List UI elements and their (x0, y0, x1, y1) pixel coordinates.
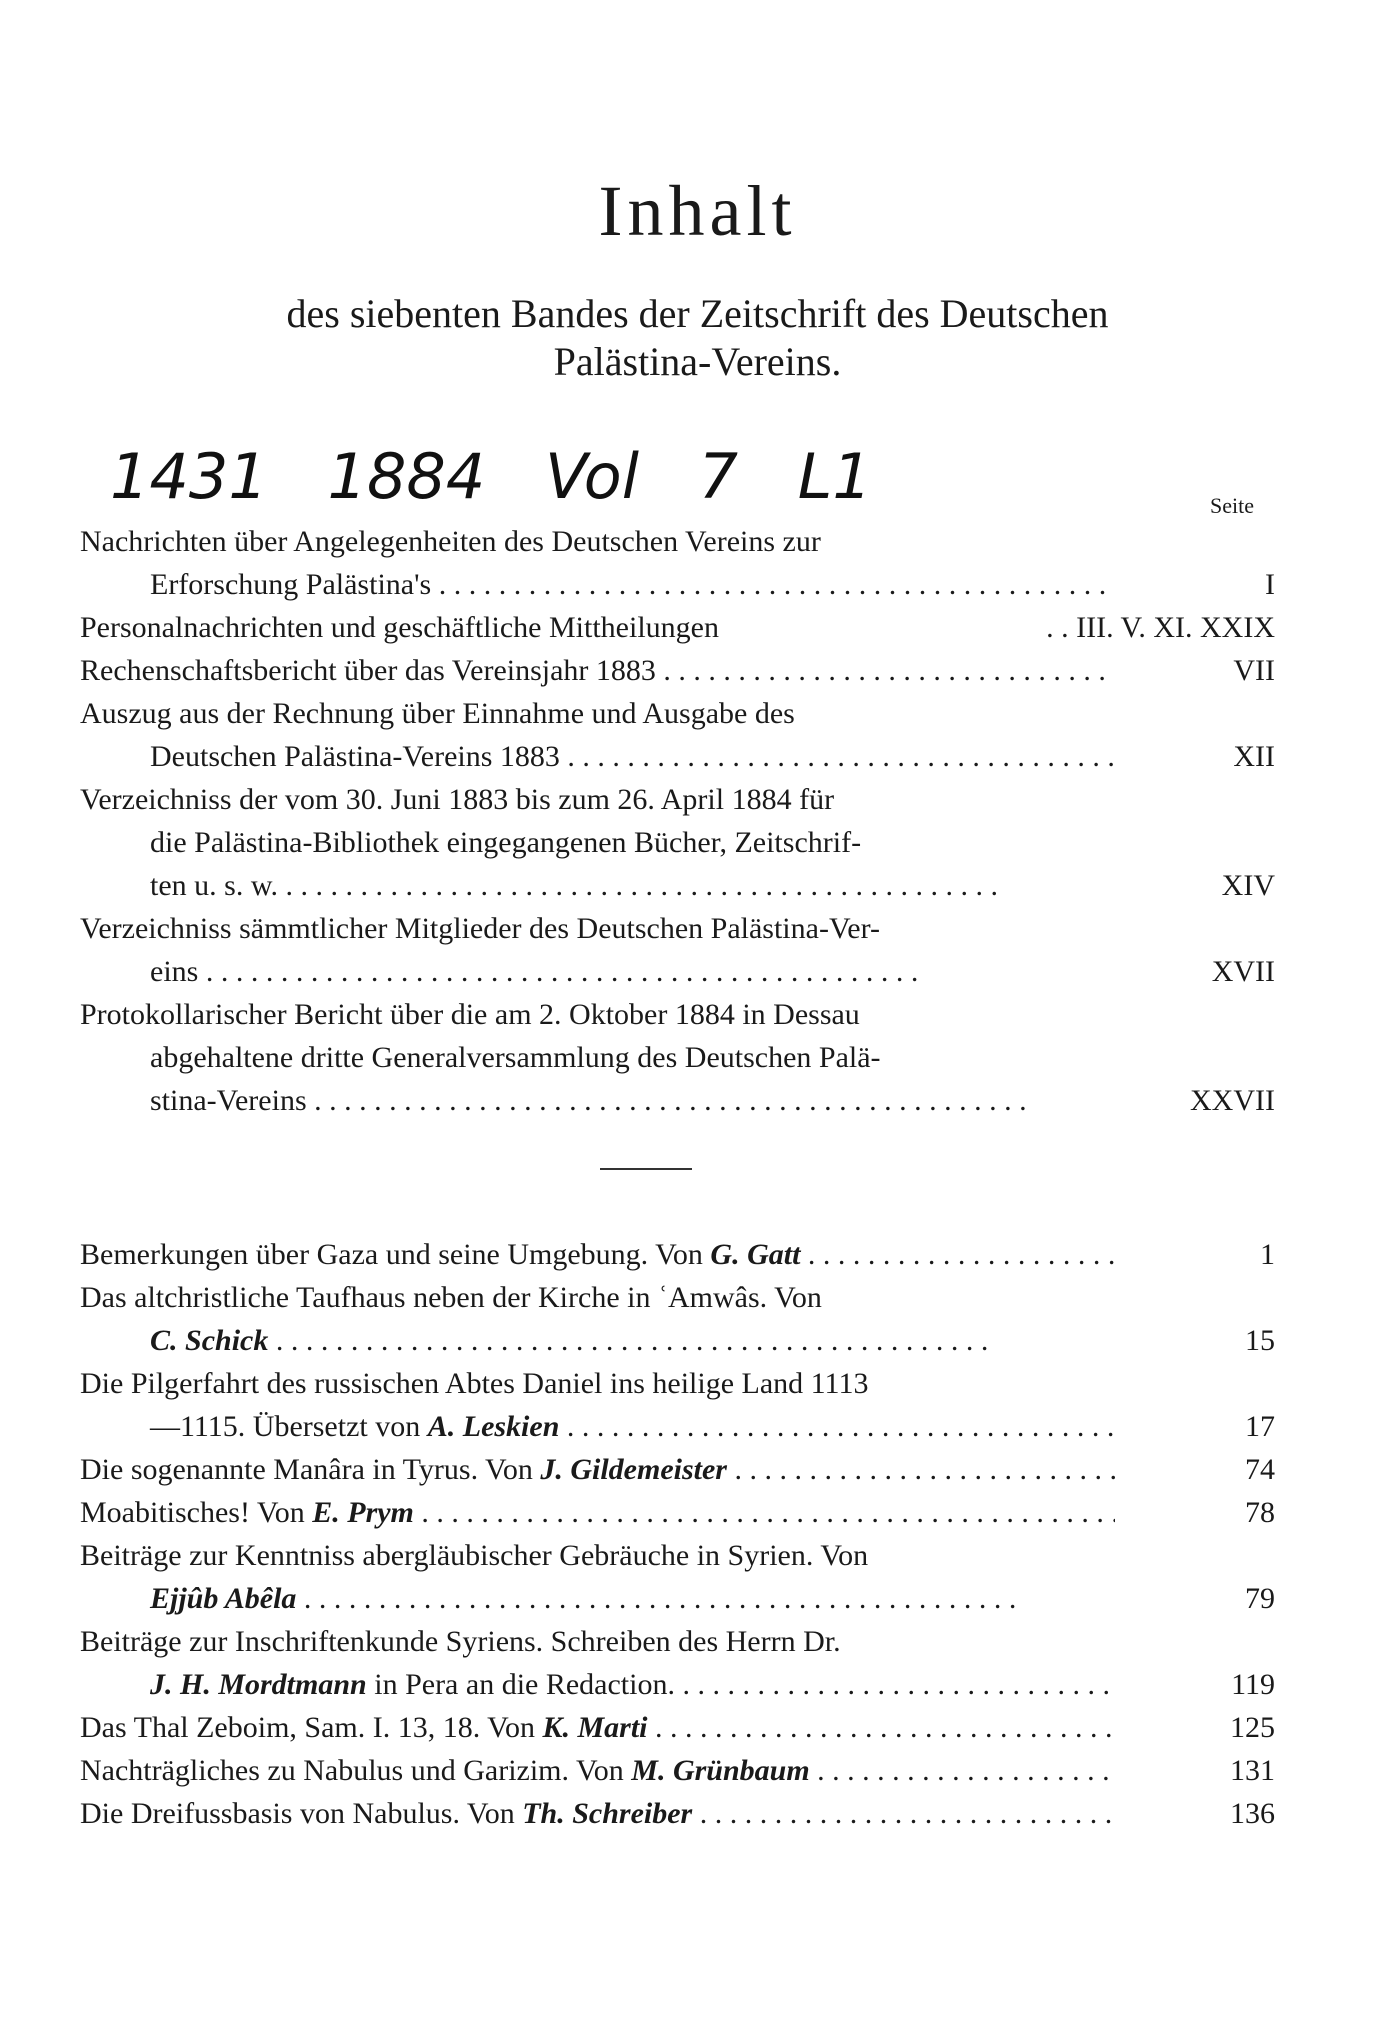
toc-page-number: XII (1115, 735, 1275, 778)
toc-entry (80, 606, 1275, 649)
toc-section-articles (80, 1233, 1275, 1835)
toc-entry (80, 692, 1275, 778)
section-divider (600, 1168, 692, 1170)
toc-page-number: I (1115, 563, 1275, 606)
toc-entry-line: Verzeichniss der vom 30. Juni 1883 bis zum 26. April 1884 für (80, 783, 835, 816)
toc-entry-line (80, 1319, 1275, 1362)
toc-entry (80, 1534, 1275, 1620)
toc-entry-line: Nachrichten über Angelegenheiten des Deutschen Vereins zur (80, 525, 821, 558)
article-title: Beiträge zur Kenntniss abergläubischer Gebräuche in Syrien. Von (80, 1539, 869, 1572)
article-title-continued: —1115. Übersetzt von (150, 1410, 421, 1443)
toc-entry-line (80, 1792, 1275, 1835)
article-title: Beiträge zur Inschriftenkunde Syriens. Schreiben des Herrn Dr. (80, 1625, 841, 1658)
toc-entry (80, 1620, 1275, 1706)
toc-entry (80, 1706, 1275, 1749)
toc-page-number: XIV (1115, 864, 1275, 907)
toc-entry (80, 1491, 1275, 1534)
toc-entry (80, 1276, 1275, 1362)
toc-entry (80, 1749, 1275, 1792)
article-author: Th. Schreiber (522, 1797, 693, 1830)
toc-entry-line: Protokollarischer Bericht über die am 2. Oktober 1884 in Dessau (80, 998, 860, 1031)
toc-page-number: 79 (1115, 1577, 1275, 1620)
toc-page-number: 15 (1115, 1319, 1275, 1362)
page-column-label: Seite (1210, 493, 1254, 518)
article-author: M. Grünbaum (631, 1754, 810, 1787)
article-author: J. Gildemeister (540, 1453, 727, 1486)
article-author: J. H. Mordtmann (150, 1668, 367, 1701)
toc-page-number: 136 (1115, 1792, 1275, 1835)
article-author: K. Marti (542, 1711, 648, 1744)
toc-entry-line (80, 1706, 1275, 1749)
article-title: Das altchristliche Taufhaus neben der Kirche in ʿAmwâs. Von (80, 1281, 822, 1314)
article-title: Die Dreifussbasis von Nabulus. Von (80, 1797, 515, 1830)
toc-entry-line: Erforschung Palästina's . . . (80, 563, 1275, 606)
toc-entry (80, 520, 1275, 606)
toc-entry-line (80, 1491, 1275, 1534)
article-author: A. Leskien (427, 1410, 560, 1443)
toc-page-number: XXVII (1115, 1079, 1275, 1122)
toc-page-number: 78 (1115, 1491, 1275, 1534)
page-title: Inhalt (598, 171, 797, 251)
article-author: C. Schick (150, 1324, 269, 1357)
article-author: Ejjûb Abêla (150, 1582, 297, 1615)
toc-page-number: 1 (1115, 1233, 1275, 1276)
toc-entry-line (80, 1577, 1275, 1620)
toc-page-number: 17 (1115, 1405, 1275, 1448)
toc-entry-line: Rechenschaftsbericht über das Vereinsjahr 1883 . . . (80, 649, 1275, 692)
article-title: Nachträgliches zu Nabulus und Garizim. Von (80, 1754, 624, 1787)
article-title: Die Pilgerfahrt des russischen Abtes Daniel ins heilige Land 1113 (80, 1367, 869, 1400)
toc-page-number: VII (1115, 649, 1275, 692)
toc-entry (80, 1233, 1275, 1276)
article-author: G. Gatt (710, 1238, 801, 1271)
subtitle-line-2: Palästina-Vereins. (553, 339, 842, 384)
toc-entry (80, 993, 1275, 1122)
toc-entry-line (80, 1405, 1275, 1448)
toc-page-number: XVII (1115, 950, 1275, 993)
article-title: Das Thal Zeboim, Sam. I. 13, 18. Von (80, 1711, 535, 1744)
handwritten-call-number: 1431 1884 Vol 7 L1 (110, 440, 872, 513)
toc-entry-line (80, 1448, 1275, 1491)
toc-entry-line (80, 1663, 1275, 1706)
toc-entry-line: abgehaltene dritte Generalversammlung des Deutschen Palä- (150, 1041, 881, 1074)
toc-entry-line: stina-Vereins . . . (80, 1079, 1275, 1122)
toc-section-reports (80, 520, 1275, 1122)
article-title: Bemerkungen über Gaza und seine Umgebung. Von (80, 1238, 703, 1271)
toc-page-number: 125 (1115, 1706, 1275, 1749)
toc-entry (80, 1792, 1275, 1835)
toc-entry-line (80, 1749, 1275, 1792)
toc-entry-line: eins . . . (80, 950, 1275, 993)
article-author: E. Prym (312, 1496, 414, 1529)
toc-entry-line: Verzeichniss sämmtlicher Mitglieder des Deutschen Palästina-Ver- (80, 912, 880, 945)
toc-page-number: 131 (1115, 1749, 1275, 1792)
toc-entry (80, 649, 1275, 692)
toc-entry (80, 1362, 1275, 1448)
article-title: Die sogenannte Manâra in Tyrus. Von (80, 1453, 533, 1486)
toc-entry-line: Auszug aus der Rechnung über Einnahme und Ausgabe des (80, 697, 795, 730)
toc-page-number: 74 (1115, 1448, 1275, 1491)
toc-entry-line: die Palästina-Bibliothek eingegangenen Bücher, Zeitschrif- (150, 826, 862, 859)
toc-page-number: . . III. V. XI. XXIX (985, 606, 1275, 649)
toc-entry-line: Personalnachrichten und geschäftliche Mittheilungen (80, 611, 719, 644)
toc-page-number: 119 (1115, 1663, 1275, 1706)
toc-entry-line (80, 1233, 1275, 1276)
subtitle-line-1: des siebenten Bandes der Zeitschrift des Deutschen (286, 291, 1109, 336)
toc-entry (80, 778, 1275, 907)
article-title-continued: in Pera an die Redaction. (374, 1668, 675, 1701)
toc-entry-line: ten u. s. w. . . . (80, 864, 1275, 907)
toc-entry (80, 907, 1275, 993)
toc-entry (80, 1448, 1275, 1491)
article-title: Moabitisches! Von (80, 1496, 305, 1529)
toc-entry-line: Deutschen Palästina-Vereins 1883 . . . (80, 735, 1275, 778)
